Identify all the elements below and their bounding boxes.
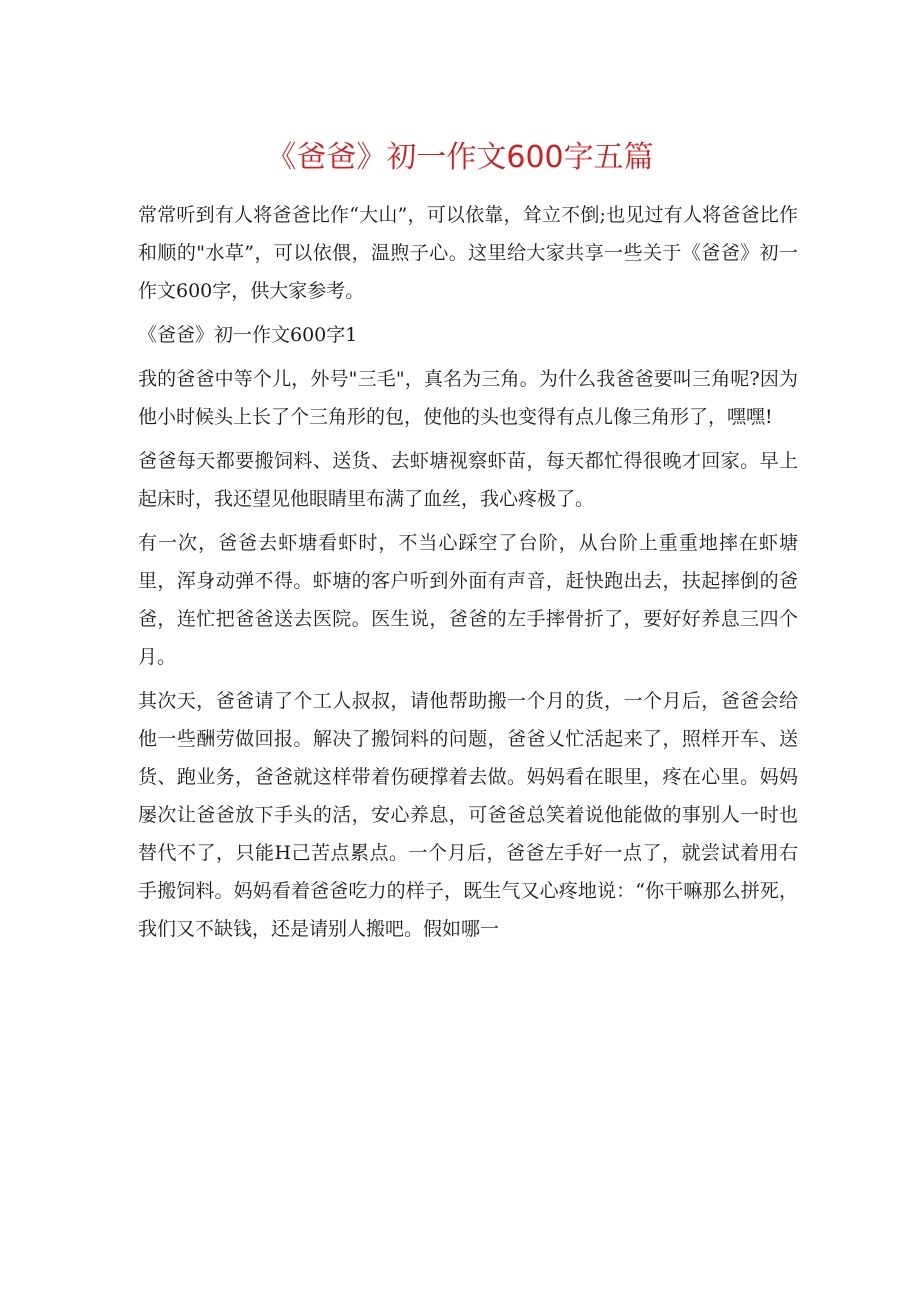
paragraph-3: 有一次，爸爸去虾塘看虾时，不当心踩空了台阶，从台阶上重重地摔在虾塘里，浑身动弹不得。虾塘的客户听到外面有声音，赶快跑出去，扶起摔倒的爸爸，连忙把爸爸送去医院。医生说，爸爸的左手摔骨折了，要好好养息三四个月。 [138,532,798,668]
paragraph-1: 我的爸爸中等个儿，外号"三毛"，真名为三角。为什么我爸爸要叫三角呢?因为他小时候头上长了个三角形的包，使他的头也变得有点儿像三角形了，嘿嘿! [138,368,798,428]
section-heading-1: 《爸爸》初一作文600字1 [138,324,358,346]
paragraph-4: 其次天，爸爸请了个工人叔叔，请他帮助搬一个月的货，一个月后，爸爸会给他一些酬劳做回报。解决了搬饲料的问题，爸爸乂忙活起来了，照样开车、送货、跑业务，爸爸就这样带着伤硬撑着去做。妈妈看在眼里，疼在心里。妈妈屡次让爸爸放下手头的活，安心养息，可爸爸总笑着说他能做的事别人一时也替代不了，只能H己苦点累点。一个月后，爸爸左手好一点了，就尝试着用右手搬饲料。妈妈看着爸爸吃力的样子，既生气又心疼地说：“你干嘛那么拼死，我们又不缺钱，还是请别人搬吧。假如哪一 [138,690,798,940]
paragraph-intro: 常常听到有人将爸爸比作“大山”，可以依靠，耸立不倒;也见过有人将爸爸比作和顺的"水草”，可以依偎，温煦子心。这里给大家共享一些关于《爸爸》初一作文600字，供大家参考。 [138,204,798,302]
document-body [138,196,798,954]
document-title: 《爸爸》初一作文600字五篇 [266,140,654,175]
paragraph-2: 爸爸每天都要搬饲料、送货、去虾塘视察虾苗，每天都忙得很晚才回家。早上起床时，我还望见他眼睛里布满了血丝，我心疼极了。 [138,450,798,510]
